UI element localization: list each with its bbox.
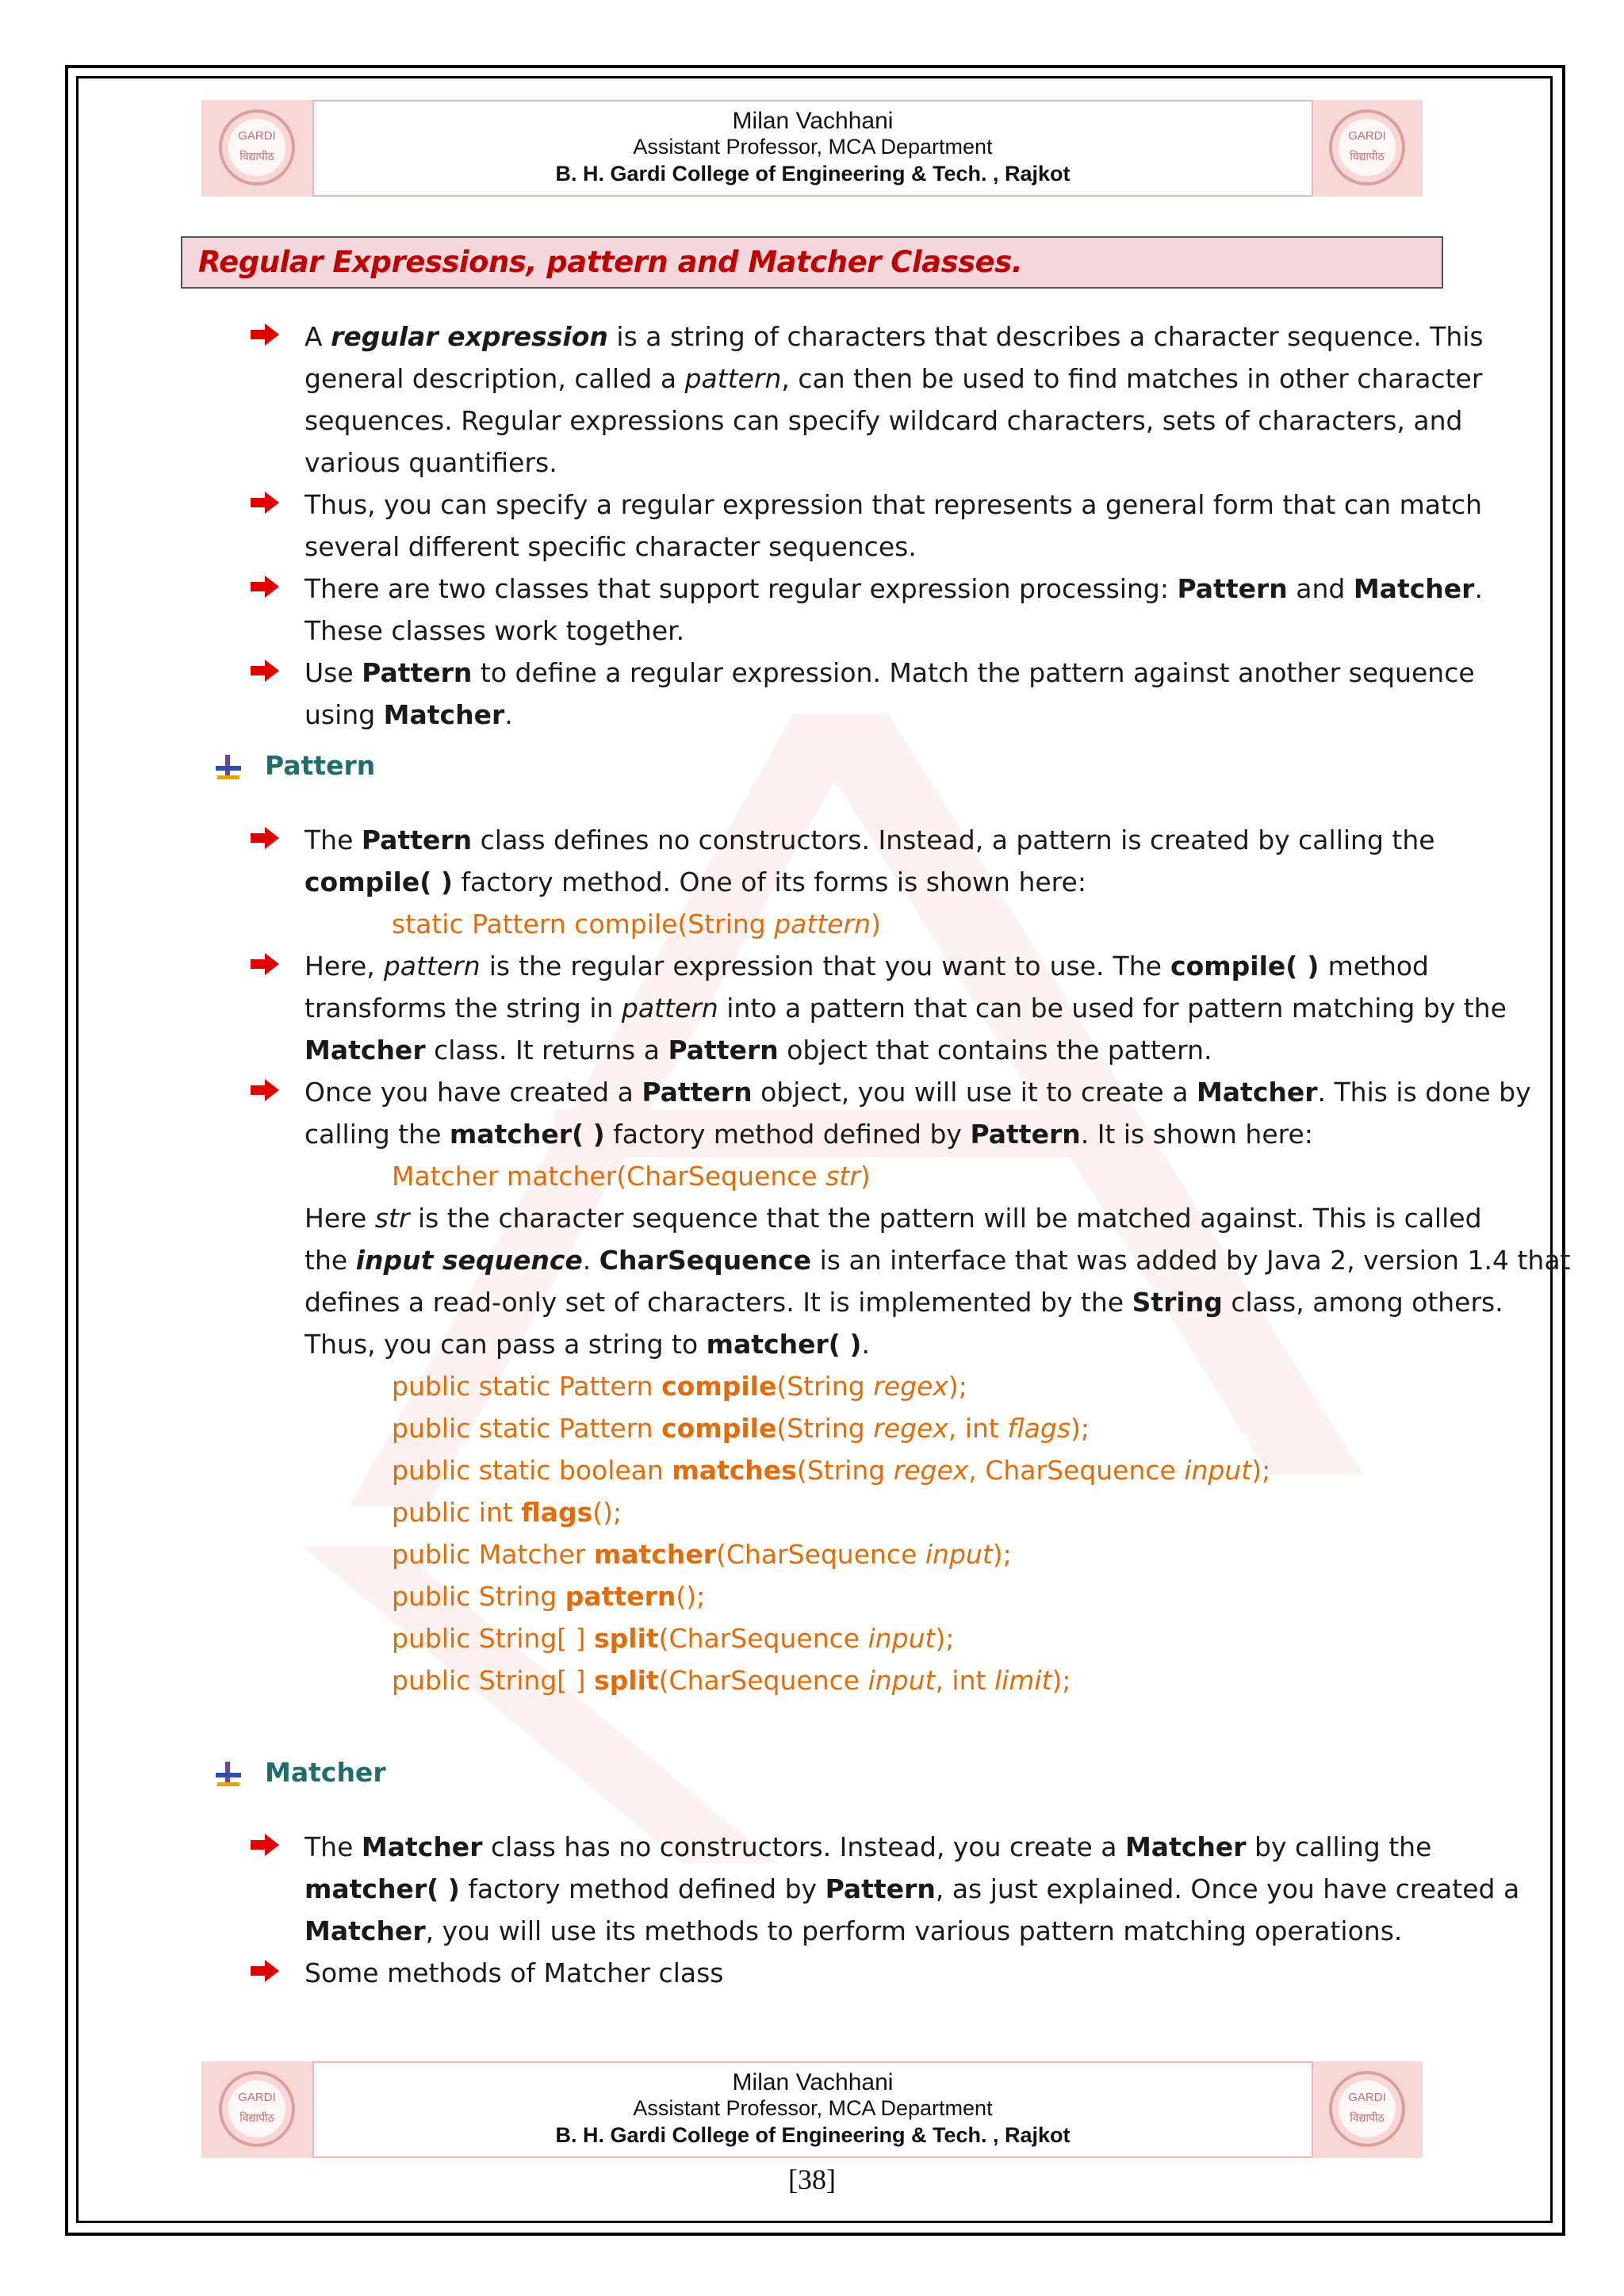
text-line: several different specific character sequences. [304,531,917,562]
footer-role: Assistant Professor, MCA Department [633,2096,993,2120]
text-line: compile( ) factory method. One of its forms is shown here: [304,867,1086,897]
text-line: matcher( ) factory method defined by Pattern, as just explained. Once you have created a [304,1873,1520,1904]
text-line: Here str is the character sequence that the pattern will be matched against. This is called [304,1203,1482,1234]
text-line: A regular expression is a string of characters that describes a character sequence. This [304,321,1484,352]
text-line: Matcher, you will use its methods to perform various pattern matching operations. [304,1915,1403,1946]
code-line: Matcher matcher(CharSequence str) [392,1161,871,1192]
college-logo-icon [1323,103,1411,192]
text-line: There are two classes that support regular expression processing: Pattern and Matcher. [304,573,1483,604]
code-line: static Pattern compile(String pattern) [392,909,881,939]
text-line: sequences. Regular expressions can specify wildcard characters, sets of characters, and [304,405,1463,436]
text-line: defines a read-only set of characters. It is implemented by the String class, among others. [304,1287,1503,1318]
text-line: Here, pattern is the regular expression that you want to use. The compile( ) method [304,951,1430,982]
code-line: public String pattern(); [392,1581,706,1612]
text-line: Matcher class. It returns a Pattern object that contains the pattern. [304,1035,1212,1066]
page-footer [201,2061,1423,2158]
arrow-bullet-icon [251,660,279,682]
code-line: public static boolean matches(String regex, CharSequence input); [392,1455,1271,1486]
text-line: general description, called a pattern, can then be used to find matches in other character [304,363,1483,394]
arrow-bullet-icon [251,1834,279,1856]
header-name: Milan Vachhani [732,108,894,134]
arrow-bullet-icon [251,953,279,975]
matcher-heading: Matcher [265,1757,386,1788]
arrow-bullet-icon [251,1960,279,1982]
text-line: These classes work together. [304,615,685,646]
svg-text:GARDI: GARDI [238,2091,276,2104]
college-logo-icon [213,103,301,192]
arrow-bullet-icon [251,323,279,346]
college-logo-icon [1323,2064,1411,2153]
text-line: Thus, you can specify a regular expression that represents a general form that can match [304,489,1482,520]
section-title-banner [181,236,1443,289]
code-line: public static Pattern compile(String regex); [392,1371,967,1402]
arrow-bullet-icon [251,576,279,598]
svg-text:GARDI: GARDI [1348,129,1386,143]
text-line: Some methods of Matcher class [304,1957,724,1988]
svg-text:विद्यापीठ: विद्यापीठ [239,2112,274,2125]
svg-text:GARDI: GARDI [1348,2091,1386,2104]
text-line: Once you have created a Pattern object, you will use it to create a Matcher. This is done by [304,1077,1531,1108]
svg-text:विद्यापीठ: विद्यापीठ [1350,151,1385,163]
text-line: The Matcher class has no constructors. Instead, you create a Matcher by calling the [304,1831,1432,1862]
footer-name: Milan Vachhani [732,2069,894,2095]
page-number: [38] [788,2164,836,2195]
text-line: transforms the string in pattern into a pattern that can be used for pattern matching by the [304,993,1507,1024]
section-plus-icon [214,753,243,782]
svg-text:विद्यापीठ: विद्यापीठ [1350,2112,1385,2125]
arrow-bullet-icon [251,827,279,849]
header-role: Assistant Professor, MCA Department [633,135,993,159]
text-line: using Matcher. [304,699,513,730]
svg-text:GARDI: GARDI [238,129,276,143]
svg-text:विद्यापीठ: विद्यापीठ [239,151,274,163]
footer-college: B. H. Gardi College of Engineering & Tech. , Rajkot [555,2123,1071,2147]
text-line: Thus, you can pass a string to matcher( ). [304,1329,870,1360]
pattern-heading: Pattern [265,750,376,781]
section-plus-icon [214,1760,243,1789]
section-title: Regular Expressions, pattern and Matcher Classes. [198,245,1023,279]
arrow-bullet-icon [251,492,279,514]
arrow-bullet-icon [251,1079,279,1101]
header-college: B. H. Gardi College of Engineering & Tech. , Rajkot [555,162,1071,186]
code-line: public Matcher matcher(CharSequence input); [392,1539,1012,1570]
text-line: the input sequence. CharSequence is an interface that was added by Java 2, version 1.4 that [304,1245,1571,1276]
code-line: public String[ ] split(CharSequence input, int limit); [392,1665,1071,1696]
college-logo-icon [213,2064,301,2153]
page-header [201,100,1423,197]
code-line: public int flags(); [392,1497,622,1528]
text-line: Use Pattern to define a regular expression. Match the pattern against another sequence [304,657,1475,688]
text-line: various quantifiers. [304,447,557,478]
code-line: public static Pattern compile(String regex, int flags); [392,1413,1090,1444]
text-line: calling the matcher( ) factory method defined by Pattern. It is shown here: [304,1119,1313,1150]
code-line: public String[ ] split(CharSequence input); [392,1623,955,1654]
text-line: The Pattern class defines no constructors. Instead, a pattern is created by calling the [304,825,1435,855]
